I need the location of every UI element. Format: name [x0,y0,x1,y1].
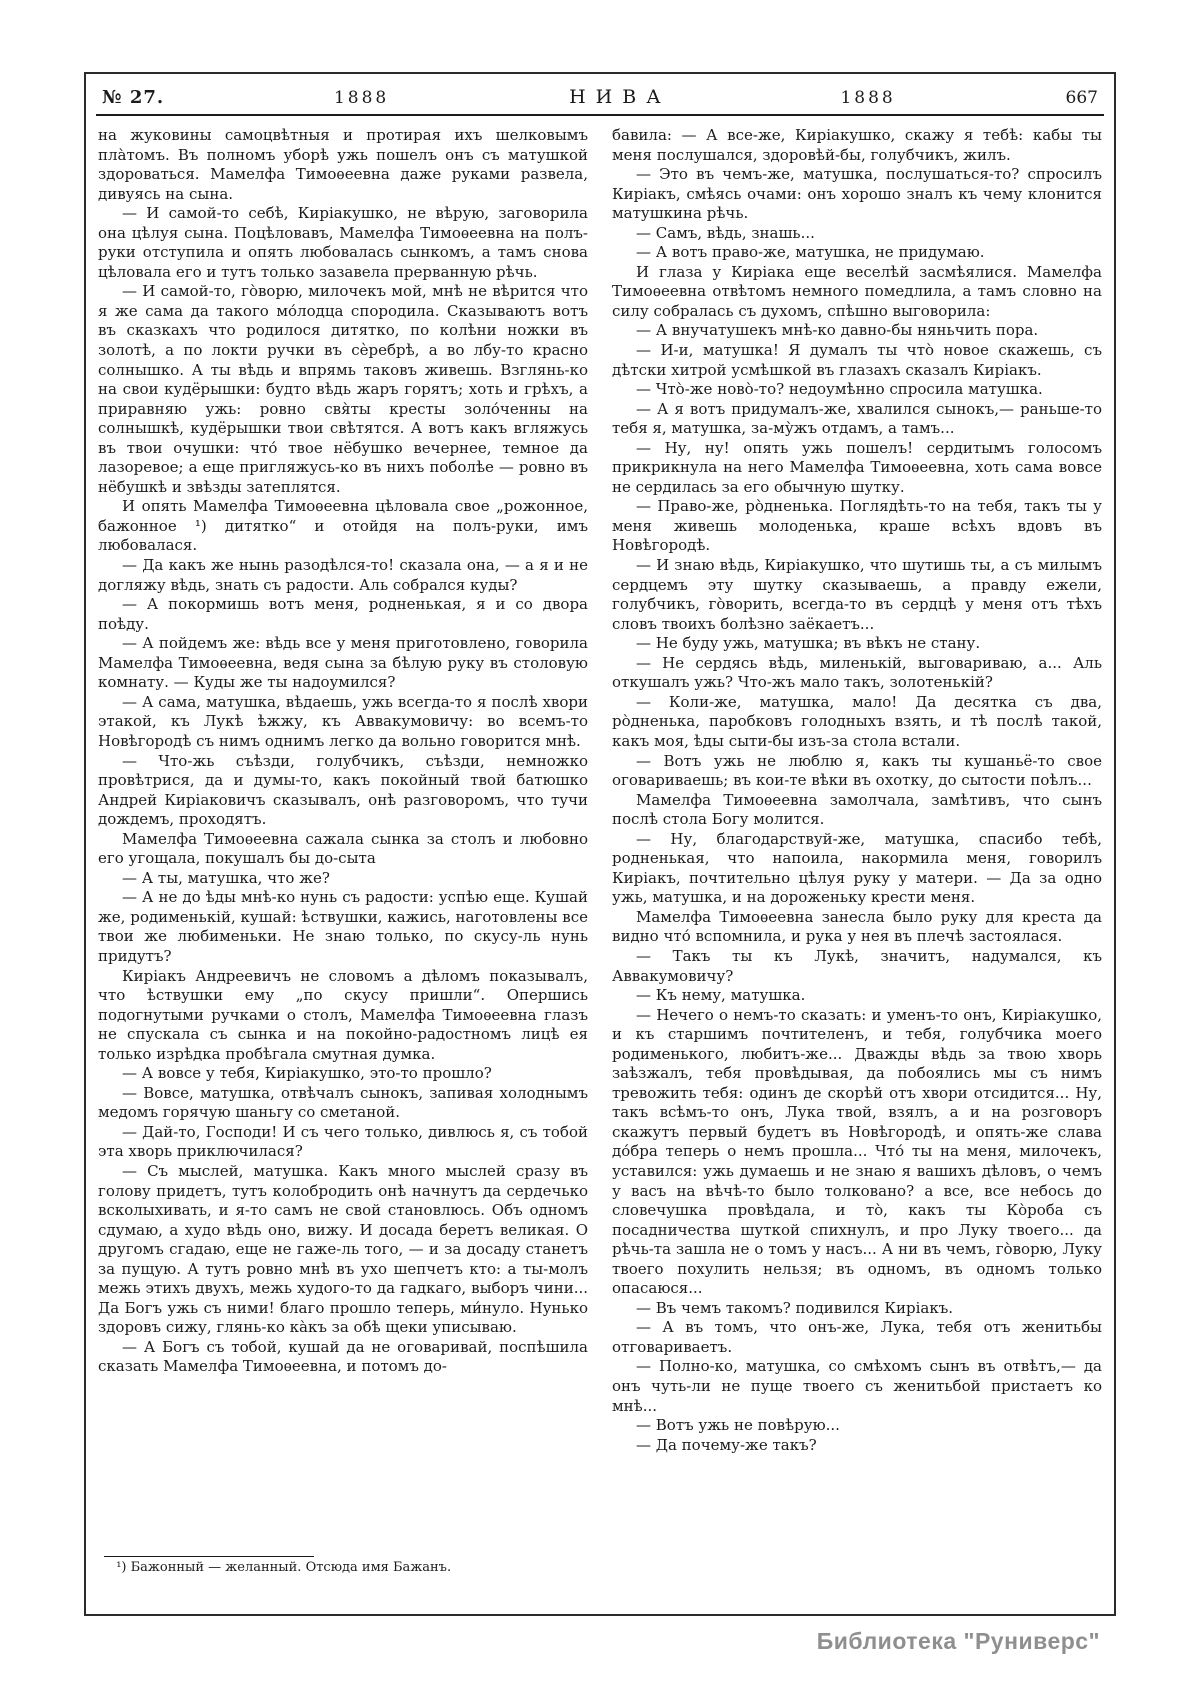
paragraph: — Ну, благодарствуй-же, матушка, спасибо тебѣ, родненькая, что напоила, накормила меня, говорилъ Киріакъ, почтительно цѣлуя руку у матери. — Да за одно ужь, матушка, и на дороженьку крести меня. [612,829,1102,907]
paragraph: — Самъ, вѣдь, знашь... [636,223,815,242]
paragraph: — А вотъ право-же, матушка, не придумаю. [636,243,985,262]
paragraph: — А внучатушекъ мнѣ-ко давно-бы няньчить пора. [636,321,1039,340]
paragraph: — А покормишь вотъ меня, родненькая, я и со двора поѣду. [98,595,588,633]
paragraph: бавила: — А все-же, Киріакушко, скажу я тебѣ: кабы ты меня послушался, здоровѣй-бы, голубчикъ, жилъ. [612,126,1102,164]
magazine-title: НИВА [569,86,671,108]
page-border-frame [84,72,1116,1616]
paragraph: — Къ нему, матушка. [636,986,806,1005]
paragraph: — И самой-то, го̀ворю, милочекъ мой, мнѣ не вѣрится что я же сама да такого мо́лодца спородила. Сказываютъ вотъ въ сказкахъ что родилося дитятко, по колѣни ножки въ золотѣ, а по локти ручки въ сѐребрѣ, а во лбу-то красно солнышко. А ты вѣдь и впрямь таковъ живешь. Взглянь-ко на свои кудёрышки: будто вѣдь жаръ горятъ; хоть и грѣхъ, а приравняю ужь: ровно свя̀ты кресты золо́ченны на солнышкѣ, кудёрышки твои свѣтятся. А вотъ какъ вгляжусь въ твои очушки: что́ твое нёбушко вечернее, темное да лазоревое; а еще пригляжусь-ко въ нихъ поболѣе — ровно въ нёбушкѣ и звѣзды затеплятся. [98,282,588,496]
paragraph: — А вовсе у тебя, Киріакушко, это-то прошло? [122,1064,492,1083]
paragraph: Мамелфа Тимоѳеевна замолчала, замѣтивъ, что сынъ послѣ стола Богу молится. [612,790,1102,829]
paragraph: — Коли-же, матушка, мало! Да десятка съ два, ро̀дненька, паробковъ голодныхъ взять, и тѣ послѣ такой, какъ моя, ѣды сыти-бы изъ-за стола встали. [612,692,1102,750]
paragraph: — Ну, ну! опять ужь пошелъ! сердитымъ голосомъ прикрикнула на него Мамелфа Тимоѳеевна, хоть сама вовсе не сердилась за его обычную шутку. [612,438,1102,496]
paragraph: — Вотъ ужь не повѣрую... [636,1416,840,1435]
paragraph: — Въ чемъ такомъ? подивился Киріакъ. [636,1298,954,1317]
right-column-text [612,126,1102,1580]
text-columns [86,116,1114,1580]
year-right: 1888 [840,88,896,108]
paragraph: — Что-жь съѣзди, голубчикъ, съѣзди, немножко провѣтрися, да и думы-то, какъ покойный твой батюшко Андрей Киріаковичъ сказывалъ, онѣ разговоромъ, что тучи дождемъ, проходятъ. [98,751,588,829]
paragraph: — Да почему-же такъ? [636,1435,817,1454]
paragraph: — А ты, матушка, что же? [122,868,330,887]
paragraph: — Такъ ты къ Лукѣ, значитъ, надумался, къ Аввакумовичу? [612,946,1102,985]
paragraph: — И знаю вѣдь, Киріакушко, что шутишь ты, а съ милымъ сердцемъ эту шутку сказываешь, а правду ежели, голубчикъ, го̀ворить, всегда-то въ сердцѣ у меня отъ тѣхъ словъ твоихъ болѣзно заёкаетъ... [612,556,1102,633]
paragraph: — Не сердясь вѣдь, миленькій, выговариваю, а... Аль откушалъ ужь? Что-жъ мало такъ, золотенькій? [612,653,1102,692]
left-column-text [98,126,588,1553]
paragraph: Мамелфа Тимоѳеевна занесла было руку для креста да видно что́ вспомнила, и рука у нея въ плечѣ застоялася. [612,907,1102,946]
paragraph: — Нечего о немъ-то сказать: и уменъ-то онъ, Киріакушко, и къ старшимъ почтителенъ, и тебя, голубчика моего родименького, любитъ-же... Дважды вѣдь за твою хворь заѣзжалъ, тебя провѣдывая, да побоялись мы съ нимъ тревожить тебя: одинъ де скорѣй отъ хвори отсидится... Ну, такъ всѣмъ-то онъ, Лука твой, взялъ, а и на розговоръ скажутъ первый будетъ въ Новѣгородѣ, и опять-же слава до́бра теперь о немъ прошла... Что́ ты на меня, милочекъ, уставился: ужь думаешь и не знаю я вашихъ дѣловъ, о чемъ у васъ на вѣчѣ-то было толковано? а все, все небось до словечушка провѣдала, и то̀, какъ ты Ко̀роба съ посадничества шуткой спихнулъ, и про Луку твоего... да рѣчь-та зашла не о томъ у насъ... А ни въ чемъ, го̀ворю, Луку твоего похулить нельзя; въ одномъ, въ одномъ только опасаюся... [612,1005,1102,1298]
footnote [98,1553,588,1580]
paragraph: — Да какъ же нынь разодѣлся-то! сказала она, — а я и не догляжу вѣдь, знать съ радости. Аль собрался куды? [98,556,588,594]
issue-number: № 27. [102,87,165,108]
paragraph: — А Богъ съ тобой, кушай да не оговаривай, поспѣшила сказать Мамелфа Тимоѳеевна, и потомъ до- [98,1337,588,1376]
footnote-text: ¹) Бажонный — желанный. Отсюда имя Бажанъ. [116,1560,452,1575]
year-left: 1888 [333,88,390,108]
left-column [98,126,588,1580]
paragraph: — Это въ чемъ-же, матушка, послушаться-то? спросилъ Киріакъ, смѣясь очами: онъ хорошо зналъ къ чему клонится матушкина рѣчь. [612,165,1102,223]
paragraph: — А не до ѣды мнѣ-ко нунь съ радости: успѣю еще. Кушай же, родименькій, кушай: ѣствушки, кажись, наготовлены все твои же любименьки. Не знаю только, по скусу-ль нунь придутъ? [98,888,588,965]
paragraph: — Вотъ ужь не люблю я, какъ ты кушаньё-то свое оговариваешь; въ кои-те вѣки въ охотку, до сытости поѣлъ... [612,751,1102,790]
page-header [86,74,1114,112]
paragraph: — Право-же, ро̀дненька. Поглядѣть-то на тебя, такъ ты у меня живешь молоденька, краше всѣхъ вдовъ въ Новѣгородѣ. [612,497,1102,555]
paragraph: И опять Мамелфа Тимоѳеевна цѣловала свое „рожонное, бажонное ¹) дитятко“ и отойдя на полъ-руки, имъ любовалася. [98,497,588,555]
right-column [612,126,1102,1580]
page-number: 667 [1065,88,1098,108]
paragraph: — Вовсе, матушка, отвѣчалъ сынокъ, запивая холоднымъ медомъ горячую шаньгу со сметаной. [98,1083,588,1122]
paragraph: — Что̀-же ново̀-то? недоумѣнно спросила матушка. [636,380,1043,399]
footnote-rule [104,1556,314,1557]
paragraph: — Дай-то, Господи! И съ чего только, дивлюсь я, съ тобой эта хворь приключилася? [98,1122,588,1161]
paragraph: — А пойдемъ же: вѣдь все у меня приготовлено, говорила Мамелфа Тимоѳеевна, ведя сына за бѣлую руку въ столовую комнату. — Куды же ты надоумился? [98,634,588,692]
paragraph: — Съ мыслей, матушка. Какъ много мыслей сразу въ голову придетъ, тутъ колобродить онѣ начнутъ да сердечько всколыхивать, и я-то самъ не свой становлюсь. Объ одномъ сдумаю, а худо вѣдь оно, вижу. И досада беретъ великая. О другомъ сгадаю, еще не гаже-ль того, — и за досаду станетъ за пущую. А тутъ ровно мнѣ въ ухо шепчетъ кто: а ты-молъ межь этихъ двухъ, межь худого-то да гадкаго, выборъ чини... Да Богъ ужь съ ними! благо прошло теперь, ми́нуло. Нунько здоровъ сижу, глянь-ко ка̀къ за обѣ щеки уписываю. [98,1161,588,1337]
paragraph: — И-и, матушка! Я думалъ ты что̀ новое скажешь, съ дѣтски хитрой усмѣшкой въ глазахъ сказалъ Киріакъ. [612,341,1102,379]
paragraph: — А сама, матушка, вѣдаешь, ужь всегда-то я послѣ хвори этакой, къ Лукѣ ѣжжу, къ Аввакумовичу: во всемъ-то Новѣгородѣ съ нимъ однимъ легко да вольно говорится мнѣ. [98,692,588,750]
paragraph: — Полно-ко, матушка, со смѣхомъ сынъ въ отвѣтъ,— да онъ чуть-ли не пуще твоего съ женитьбой пристаетъ ко мнѣ... [612,1357,1102,1415]
paragraph: И глаза у Киріака еще веселѣй засмѣялися. Мамелфа Тимоѳеевна отвѣтомъ немного помедлила, а тамъ словно на силу собралась съ духомъ, спѣшно выговорила: [612,262,1102,320]
paragraph: — А я вотъ придумалъ-же, хвалился сынокъ,— раньше-то тебя я, матушка, за-му̀жъ отдамъ, а тамъ... [612,399,1102,438]
library-watermark: Библиотека "Руниверс" [816,1628,1100,1654]
paragraph: на жуковины самоцвѣтныя и протирая ихъ шелковымъ пла̀томъ. Въ полномъ уборѣ ужь пошелъ онъ съ матушкой здороваться. Мамелфа Тимоѳеевна даже руками развела, дивуясь на сына. [98,126,588,203]
paragraph: — А въ томъ, что онъ-же, Лука, тебя отъ женитьбы отговариваетъ. [612,1318,1102,1356]
paragraph: — И самой-то себѣ, Киріакушко, не вѣрую, заговорила она цѣлуя сына. Поцѣловавъ, Мамелфа Тимоѳеевна на полъ-руки отступила и опять любовалась сынкомъ, а тамъ снова цѣловала его и тутъ только зазавела прерванную рѣчь. [98,204,588,281]
paragraph: Киріакъ Андреевичъ не словомъ а дѣломъ показывалъ, что ѣствушки ему „по скусу пришли“. Опершись подогнутыми ручками о столъ, Мамелфа Тимоѳеевна глазъ не спускала съ сынка и на покойно-радостномъ лицѣ ея только изрѣдка пробѣгала смутная думка. [98,966,588,1063]
paragraph: Мамелфа Тимоѳеевна сажала сынка за столъ и любовно его угощала, покушалъ бы до-сыта [98,829,588,868]
paragraph: — Не буду ужь, матушка; въ вѣкъ не стану. [636,634,981,653]
